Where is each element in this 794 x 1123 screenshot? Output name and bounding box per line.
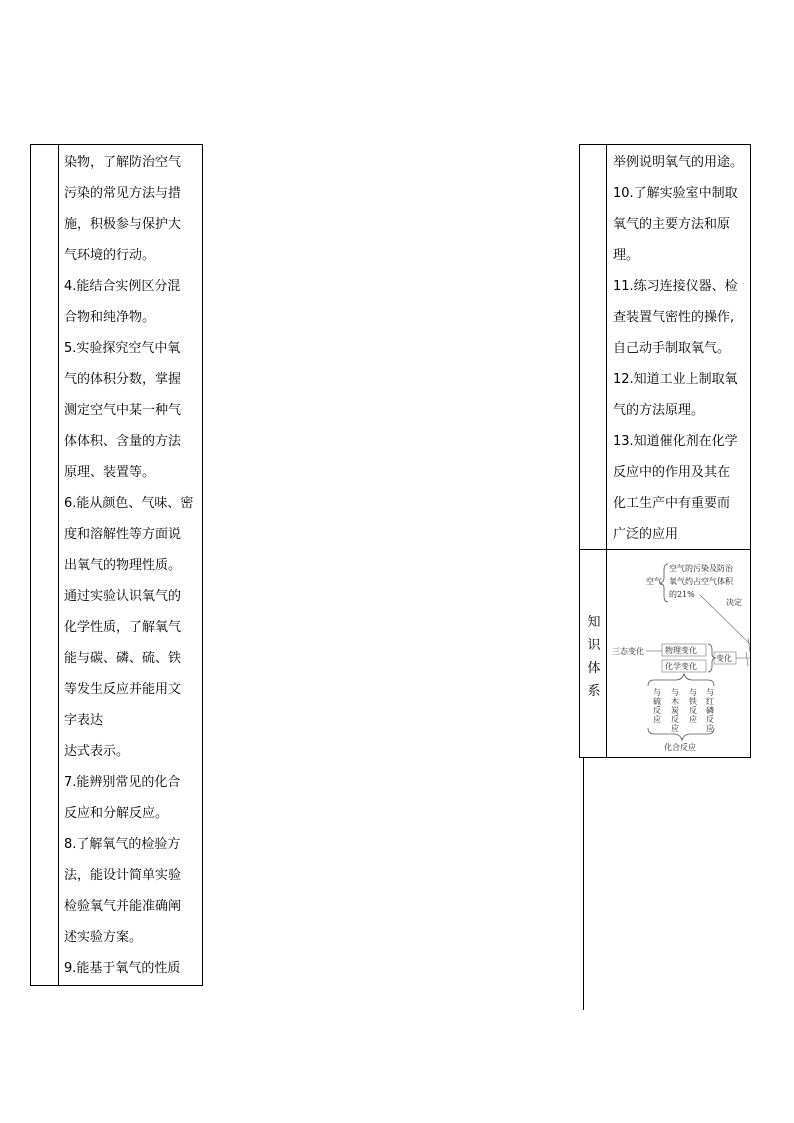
text-line: 8.了解氧气的检验方 (64, 837, 181, 852)
text-line: 10.了解实验室中制取 (613, 186, 738, 201)
reaction-char: 木 (671, 697, 679, 706)
text-line: 污染的常见方法与措 (64, 186, 182, 201)
text-line: 气的体积分数，掌握 (64, 372, 182, 387)
text-line: 施，积极参与保护大 (64, 217, 182, 232)
reaction-iron (688, 688, 698, 724)
text-line: 5.实验探究空气中氧 (64, 341, 181, 356)
connector-line (746, 652, 748, 666)
text-line: 出氧气的物理性质。 (64, 558, 182, 573)
reaction-char: 反 (671, 715, 679, 724)
text-line: 反应中的作用及其在 (613, 465, 731, 480)
connector-line (748, 638, 750, 652)
reaction-char: 与 (706, 688, 714, 697)
text-line: 7.能辨别常见的化合 (64, 775, 181, 790)
text-line: 气的方法原理。 (613, 403, 705, 418)
reaction-char: 与 (671, 688, 679, 697)
text-line: 气环境的行动。 (64, 248, 156, 263)
objectives-content (613, 147, 749, 550)
text-line: 9.能基于氧气的性质 (64, 961, 181, 976)
change-brace (708, 644, 716, 672)
label-char: 体 (587, 661, 601, 676)
objectives-table-left (30, 144, 203, 986)
text-line: 4.能结合实例区分混 (64, 279, 181, 294)
text-line: 化学性质，了解氧气 (64, 620, 182, 635)
reaction-char: 磷 (706, 706, 714, 715)
connector-line (700, 595, 750, 644)
reaction-char: 应 (671, 724, 679, 733)
reaction-char: 与 (653, 688, 661, 697)
three-state-change-label: 三态变化 (612, 647, 644, 656)
reaction-char: 铁 (689, 697, 697, 706)
reaction-char: 应 (689, 715, 697, 724)
reaction-char: 炭 (671, 706, 679, 715)
text-line: 字表达 (64, 713, 104, 728)
text-line: 查装置气密性的操作, (613, 310, 735, 325)
text-line: 反应和分解反应。 (64, 806, 169, 821)
text-line: 11.练习连接仪器、检 (613, 279, 738, 294)
text-line: 述实验方案。 (64, 930, 143, 945)
reaction-char: 与 (689, 688, 697, 697)
air-brace (660, 564, 668, 602)
oxygen-percent-line: 的21% (669, 590, 695, 599)
text-line: 染物，了解防治空气 (64, 155, 182, 170)
text-line: 法，能设计简单实验 (64, 868, 182, 883)
reaction-char: 反 (706, 715, 714, 724)
air-label: 空气 (646, 577, 662, 586)
text-line: 等发生反应并能用文 (64, 682, 182, 697)
page-divider-line (583, 758, 584, 1010)
text-line: 度和溶解性等方面说 (64, 527, 182, 542)
reaction-red-phosphorus (705, 688, 715, 733)
text-line: 氧气的主要方法和原 (613, 217, 731, 232)
reaction-char: 红 (706, 697, 714, 706)
text-line: 原理、装置等。 (64, 465, 156, 480)
text-line: 自己动手制取氧气。 (613, 341, 731, 356)
text-line: 理。 (613, 248, 640, 263)
reaction-char: 应 (706, 724, 714, 733)
combination-reaction-label: 化合反应 (664, 743, 696, 752)
text-line: 广泛的应用 (613, 527, 679, 542)
chemical-change-label: 化学变化 (665, 662, 697, 671)
decides-label: 决定 (726, 598, 742, 607)
objectives-content (64, 147, 199, 984)
reaction-charcoal (670, 688, 680, 733)
reaction-sulfur (652, 688, 662, 724)
knowledge-diagram (608, 552, 750, 756)
text-line: 通过实验认识氧气的 (64, 589, 182, 604)
label-column (31, 145, 59, 985)
text-line: 检验氧气并能准确阐 (64, 899, 182, 914)
text-line: 测定空气中某一种气 (64, 403, 182, 418)
text-line: 达式表示。 (64, 744, 130, 759)
change-label: 变化 (716, 654, 732, 663)
text-line: 合物和纯净物。 (64, 310, 156, 325)
text-line: 化工生产中有重要而 (613, 496, 731, 511)
reactions-top-brace (648, 674, 714, 686)
text-line: 举例说明氧气的用途。 (613, 155, 744, 170)
text-line: 12.知道工业上制取氧 (613, 372, 738, 387)
reaction-char: 反 (653, 706, 661, 715)
physical-change-label: 物理变化 (665, 646, 697, 655)
oxygen-volume-line: 氧气约占空气体积 (669, 577, 733, 586)
text-line: 能与碳、磷、硫、铁 (64, 651, 182, 666)
reaction-char: 应 (653, 715, 661, 724)
text-line: 6.能从颜色、气味、密 (64, 496, 194, 511)
label-char: 系 (587, 684, 601, 699)
text-line: 13.知道催化剂在化学 (613, 434, 738, 449)
knowledge-system-label (584, 611, 604, 703)
reaction-char: 反 (689, 706, 697, 715)
pollution-line: 空气的污染及防治 (669, 564, 733, 573)
reaction-char: 硫 (653, 697, 661, 706)
text-line: 体体积、含量的方法 (64, 434, 182, 449)
label-char: 识 (587, 638, 601, 653)
label-char: 知 (587, 615, 601, 630)
